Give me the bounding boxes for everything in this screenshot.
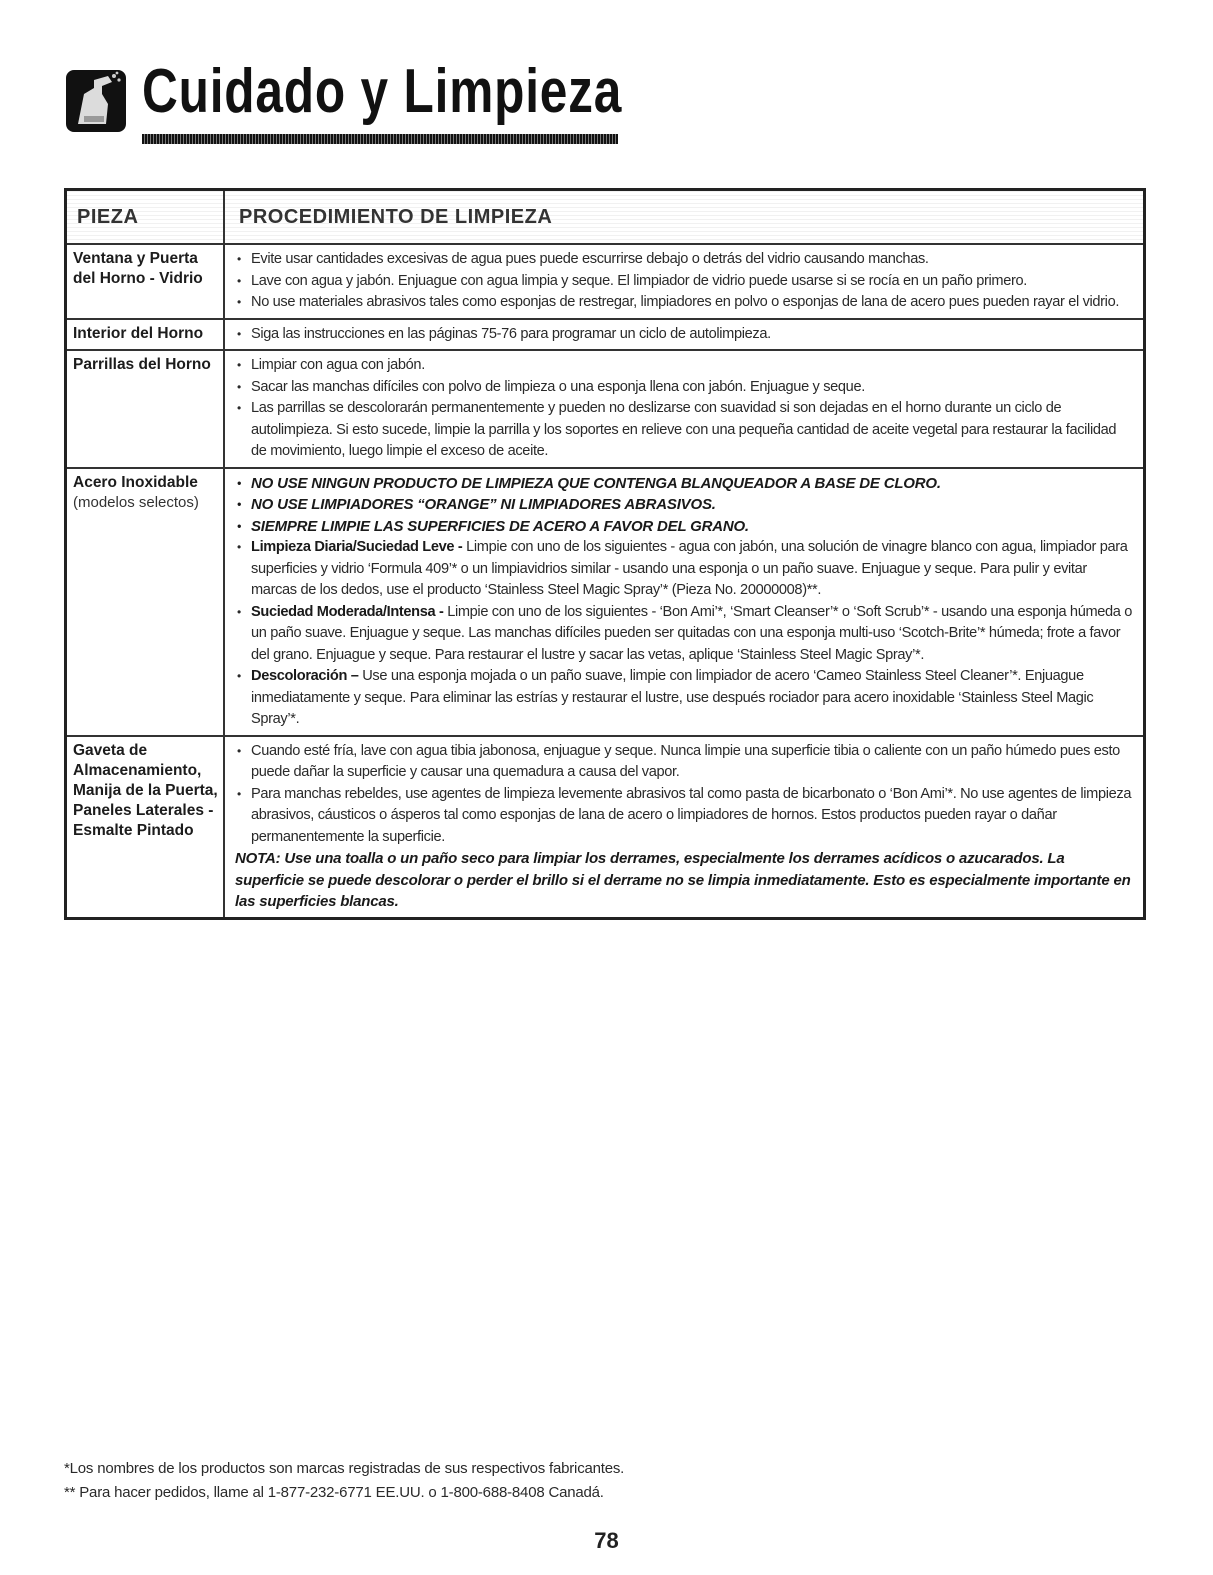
procedure-bullet — [235, 537, 1135, 602]
table-row — [67, 467, 1143, 735]
table-row — [67, 318, 1143, 350]
procedure-bullet — [235, 602, 1135, 667]
procedure-bullet — [235, 666, 1135, 731]
part-name: Ventana y Puerta del Horno - Vidrio — [73, 250, 203, 287]
bullet-lead: Limpieza Diaria/Suciedad Leve - — [251, 539, 463, 555]
warning-bullet: • NO USE LIMPIADORES “ORANGE” NI LIMPIADORES ABRASIVOS. — [235, 494, 1135, 516]
procedure-bullet: • No use materiales abrasivos tales como esponjas de restregar, limpiadores en polvo o esponjas de lana de acero pues pueden rayar el vidrio. — [235, 292, 1135, 314]
part-name: Parrillas del Horno — [73, 356, 211, 373]
part-name: Acero Inoxidable — [73, 473, 198, 491]
procedure-bullet: • Lave con agua y jabón. Enjuague con agua limpia y seque. El limpiador de vidrio puede usarse si se rocía en un paño primero. — [235, 271, 1135, 293]
footnote-trademark: *Los nombres de los productos son marcas registradas de sus respectivos fabricantes. — [64, 1460, 625, 1477]
procedure-bullet: • Limpiar con agua con jabón. — [235, 355, 1135, 377]
bullet-lead: Suciedad Moderada/Intensa - — [251, 603, 444, 620]
title-underline — [142, 134, 618, 144]
part-subtitle: (modelos selectos) — [73, 493, 199, 511]
page-title: Cuidado y Limpieza — [142, 57, 623, 126]
procedure-bullet: • Cuando esté fría, lave con agua tibia jabonosa, enjuague y seque. Nunca limpie una superficie tibia o caliente con un paño húmedo pues esto puede dañar la superficie y causar una quemadura a causa del vapor. — [235, 741, 1135, 784]
warning-bullet: • NO USE NINGUN PRODUCTO DE LIMPIEZA QUE CONTENGA BLANQUEADOR A BASE DE CLORO. — [235, 473, 1135, 495]
procedure-bullet: • Las parrillas se descolorarán permanentemente y pueden no deslizarse con suavidad si son dejadas en el horno durante un ciclo de autolimpieza. Si esto sucede, limpie la parrilla y los soportes en relieve con una pequeña cantidad de aceite vegetal para restaurar la facilidad de movimiento, luego limpie el exceso de aceite. — [235, 398, 1135, 463]
table-row — [67, 349, 1143, 467]
spray-bottle-icon — [64, 64, 128, 136]
part-name: Gaveta de Almacenamiento, Manija de la Puerta, Paneles Laterales - Esmalte Pintado — [73, 741, 218, 839]
footnote-ordering: ** Para hacer pedidos, llame al 1-877-232-6771 EE.UU. o 1-800-688-8408 Canadá. — [64, 1484, 604, 1501]
part-name: Interior del Horno — [73, 324, 204, 342]
bullet-text: Limpie con uno de los siguientes - agua con jabón, una solución de vinagre blanco con agua, limpiador para superficies y vidrio ‘Formula 409’* o un limpiavidrios similar - usando una esponja o un paño suave. Enjuague y seque. Para pulir y evitar marcas de los dedos, use el producto ‘Stainless Steel Magic Spray’* (Pieza No. 20000008)**. — [251, 539, 1128, 598]
page-number: 78 — [594, 1528, 619, 1553]
column-header-part: PIEZA — [77, 205, 139, 228]
page-header — [64, 57, 623, 150]
table-header-row — [67, 191, 1143, 243]
cleaning-table — [64, 188, 1146, 920]
procedure-bullet: • Siga las instrucciones en las páginas 75-76 para programar un ciclo de autolimpieza. — [235, 324, 1135, 346]
bullet-lead: Descoloración – — [251, 668, 359, 684]
note-text: NOTA: Use una toalla o un paño seco para limpiar los derrames, especialmente los derrames acídicos o azucarados. La superficie se puede descolorar o perder el brillo si el derrame no se limpia inmediatamente. Esto es especialmente importante en las superficies blancas. — [235, 850, 1131, 910]
table-row — [67, 735, 1143, 917]
warning-bullet: • SIEMPRE LIMPIE LAS SUPERFICIES DE ACERO A FAVOR DEL GRANO. — [235, 516, 1135, 538]
table-row — [67, 243, 1143, 318]
procedure-bullet: • Evite usar cantidades excesivas de agua pues puede escurrirse debajo o detrás del vidrio causando manchas. — [235, 249, 1135, 271]
column-header-procedure: PROCEDIMIENTO DE LIMPIEZA — [239, 205, 553, 228]
bullet-text: Limpie con uno de los siguientes - ‘Bon Ami’*, ‘Smart Cleanser’* o ‘Soft Scrub’* - usando una esponja húmeda o un paño suave. Enjuague y seque. Las manchas difíciles pueden ser quitadas con una esponja multi-uso ‘Scotch-Brite’* húmeda; frote a favor del grano. Enjuague y seque. Para restaurar el lustre y sacar las vetas, aplique ‘Stainless Steel Magic Spray’*. — [251, 603, 1133, 663]
procedure-bullet: • Para manchas rebeldes, use agentes de limpieza levemente abrasivos tal como pasta de bicarbonato o ‘Bon Ami’*. No use agentes de limpieza abrasivos, cáusticos o ásperos tal como esponjas de lana de acero o limpiadores de hornos. Estos productos pueden rayar o dañar permanentemente la superficie. — [235, 784, 1135, 849]
procedure-bullet: • Sacar las manchas difíciles con polvo de limpieza o una esponja llena con jabón. Enjuague y seque. — [235, 377, 1135, 399]
bullet-text: Use una esponja mojada o un paño suave, limpie con limpiador de acero ‘Cameo Stainless Steel Cleaner’*. Enjuague inmediatamente y seque. Para eliminar las estrías y restaurar el lustre, use después rociador para acero inoxidable ‘Stainless Steel Magic Spray’*. — [251, 668, 1094, 727]
